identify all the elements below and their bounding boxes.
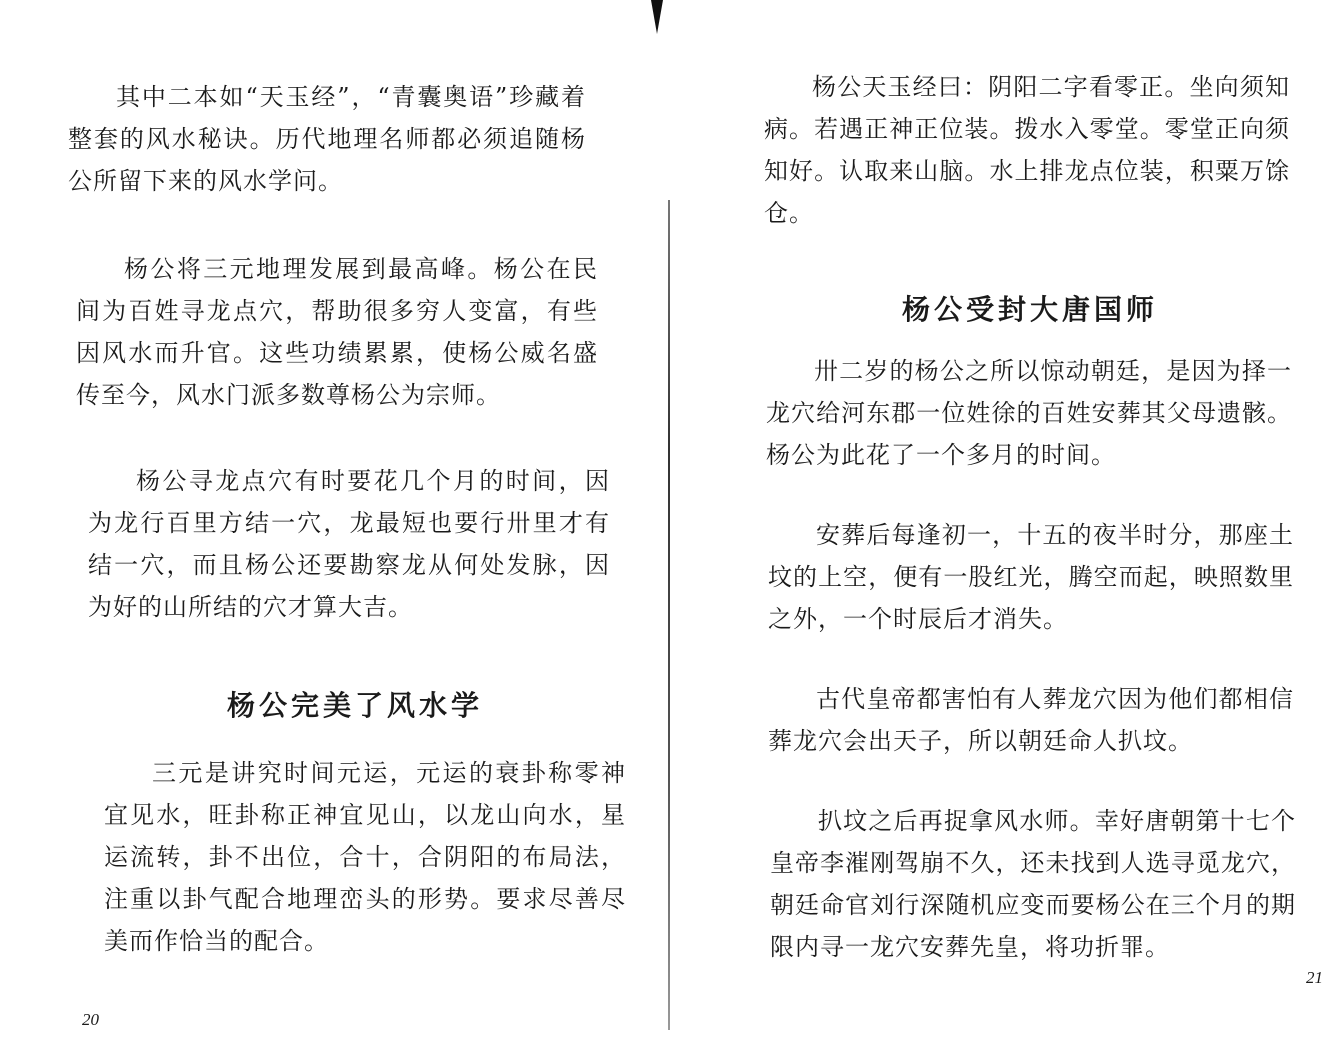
left-paragraph-3: 杨公寻龙点穴有时要花几个月的时间，因为龙行百里方结一穴，龙最短也要行卅里才有结一穴，而且杨公还要勘察龙从何处发脉，因为好的山所结的穴才算大吉。	[88, 467, 610, 621]
left-paragraph-4: 三元是讲究时间元运，元运的衰卦称零神宜见水，旺卦称正神宜见山，以龙山向水，星运流转，卦不出位，合十，合阴阳的布局法，注重以卦气配合地理峦头的形势。要求尽善尽美而作恰当的配合。	[104, 759, 626, 955]
right-paragraph-2: 卅二岁的杨公之所以惊动朝廷，是因为择一龙穴给河东郡一位姓徐的百姓安葬其父母遗骸。杨公为此花了一个多月的时间。	[766, 357, 1292, 469]
left-section-heading: 杨公完美了风水学	[226, 689, 483, 722]
right-paragraph-4: 古代皇帝都害怕有人葬龙穴因为他们都相信葬龙穴会出天子，所以朝廷命人扒坟。	[768, 685, 1294, 755]
right-paragraph-3: 安葬后每逢初一，十五的夜半时分，那座土坟的上空，便有一股红光，腾空而起，映照数里之外，一个时辰后才消失。	[768, 521, 1294, 633]
page-number-right: 21	[1306, 968, 1323, 987]
right-section-heading: 杨公受封大唐国师	[901, 293, 1158, 326]
right-paragraph-1: 杨公天玉经曰：阴阳二字看零正。坐向须知病。若遇正神正位装。拨水入零堂。零堂正向须知好。认取来山脑。水上排龙点位装，积粟万馀仓。	[764, 73, 1290, 227]
left-paragraph-1: 其中二本如“天玉经”，“青囊奥语”珍藏着整套的风水秘诀。历代地理名师都必须追随杨公所留下来的风水学问。	[68, 83, 586, 195]
right-paragraph-5: 扒坟之后再捉拿风水师。幸好唐朝第十七个皇帝李漼刚驾崩不久，还未找到人选寻觅龙穴，朝廷命官刘行深随机应变而要杨公在三个月的期限内寻一龙穴安葬先皇，将功折罪。	[770, 807, 1296, 961]
right-page	[670, 0, 1340, 1056]
page-number-left: 20	[82, 1010, 99, 1029]
left-paragraph-2: 杨公将三元地理发展到最高峰。杨公在民间为百姓寻龙点穴，帮助很多穷人变富，有些因风水而升官。这些功绩累累，使杨公威名盛传至今，风水门派多数尊杨公为宗师。	[76, 255, 598, 409]
